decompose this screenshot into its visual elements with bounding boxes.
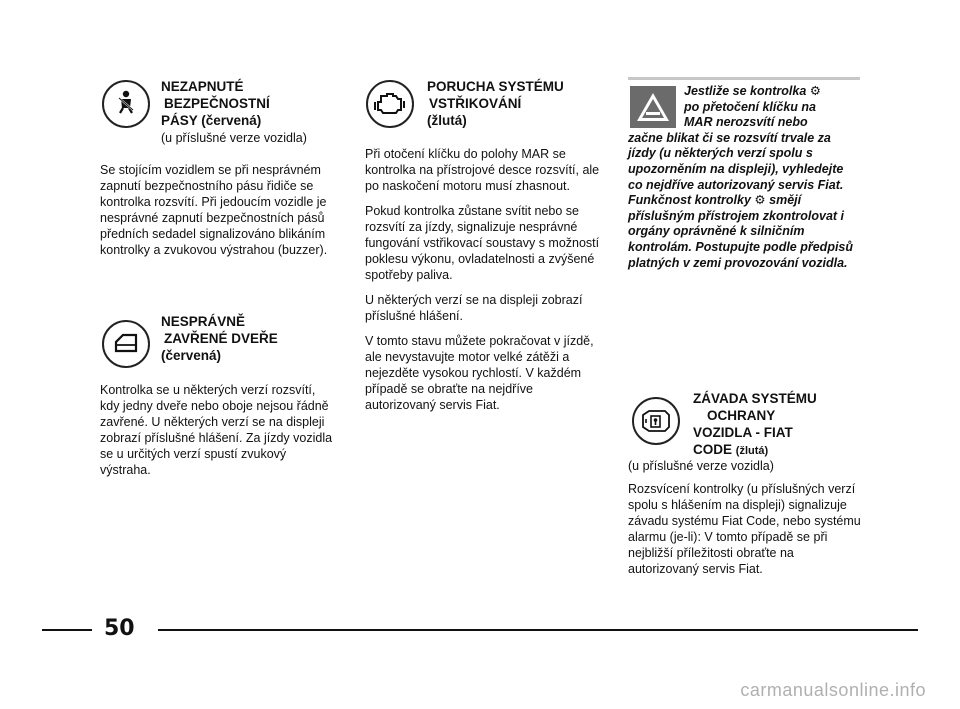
engine-icon: ⚙ xyxy=(809,84,821,98)
doors-text: Kontrolka se u některých verzí rozsvítí, kdy jedny dveře nebo oboje nejsou řádně zavřené. U některých verzí se na displeji zobrazí příslušné hlášení. Za jízdy vozidla se u určitých verzí spustí zvukový výstraha. xyxy=(100,383,333,477)
watermark: carmanualsonline.info xyxy=(740,680,926,700)
seatbelt-icon xyxy=(102,80,150,128)
footer-rule-right xyxy=(158,629,918,631)
seatbelt-title: NEZAPNUTÉ BEZPEČNOSTNÍ PÁSY (červená) xyxy=(161,79,270,128)
seatbelt-subtitle: (u příslušné verze vozidla) xyxy=(161,131,307,145)
injection-paragraph: V tomto stavu můžete pokračovat v jízdě, ale nevystavujte motor velké zátěži a nejezděte vysokou rychlostí. V každém případě se obraťte na nejdříve autorizovaný servis Fiat. xyxy=(365,334,594,412)
injection-paragraph: U některých verzí se na displeji zobrazí příslušné hlášení. xyxy=(365,293,583,323)
injection-title: PORUCHA SYSTÉMU VSTŘIKOVÁNÍ (žlutá) xyxy=(427,79,564,128)
warning-rule xyxy=(628,77,860,80)
fiatcode-title: ZÁVADA SYSTÉMU OCHRANY VOZIDLA - FIAT CODE (žlutá) xyxy=(693,391,817,457)
open-door-icon xyxy=(102,320,150,368)
seatbelt-text: Se stojícím vozidlem se při nesprávném zapnutí bezpečnostního pásu řidiče se kontrolka rozsvítí. Při jedoucím vozidle je nesprávné zapnutí bezpečnostních pásů předních sedadel signalizováno blikáním kontrolky a zvukovou výstrahou (buzzer). xyxy=(100,163,328,257)
doors-title: NESPRÁVNĚ ZAVŘENÉ DVEŘE (červená) xyxy=(161,314,278,363)
warning-note: Jestliže se kontrolka ⚙ po přetočení klíčku na MAR nerozsvítí nebo začne blikat či se rozsvítí trvale za jízdy (u některých verzí spolu s upozorněním na displeji), vyhledejte co nejdříve autorizovaný servis Fiat. Funkčnost kontrolky ⚙ smějí příslušným přístrojem zkontrolovat i orgány oprávněné k silničním kontrolám. Postupujte podle předpisů platných v zemi provozování vozidla. xyxy=(628,84,854,270)
engine-icon: ⚙ xyxy=(754,193,766,208)
fiatcode-subtitle: (u příslušné verze vozidla) xyxy=(628,459,774,473)
injection-paragraph: Pokud kontrolka zůstane svítit nebo se rozsvítí za jízdy, signalizuje nesprávné fungování vstřikovací soustavy s možností poklesu výkonu, ovladatelnosti a zvýšené spotřeby paliva. xyxy=(365,204,600,282)
page-number: 50 xyxy=(104,616,135,641)
fiatcode-text: Rozsvícení kontrolky (u příslušných verzí spolu s hlášením na displeji) signalizuje závadu systému Fiat Code, nebo systému alarmu (je-li): V tomto případě se při nejbližší příležitosti obraťte na autorizovaný servis Fiat. xyxy=(628,482,861,576)
immobilizer-key-icon xyxy=(632,397,680,445)
injection-paragraph: Při otočení klíčku do polohy MAR se kontrolka na přístrojové desce rozsvítí, ale po naskočení motoru musí zhasnout. xyxy=(365,147,600,193)
engine-icon xyxy=(366,80,414,128)
injection-text xyxy=(365,146,605,422)
footer-rule-left xyxy=(42,629,92,631)
